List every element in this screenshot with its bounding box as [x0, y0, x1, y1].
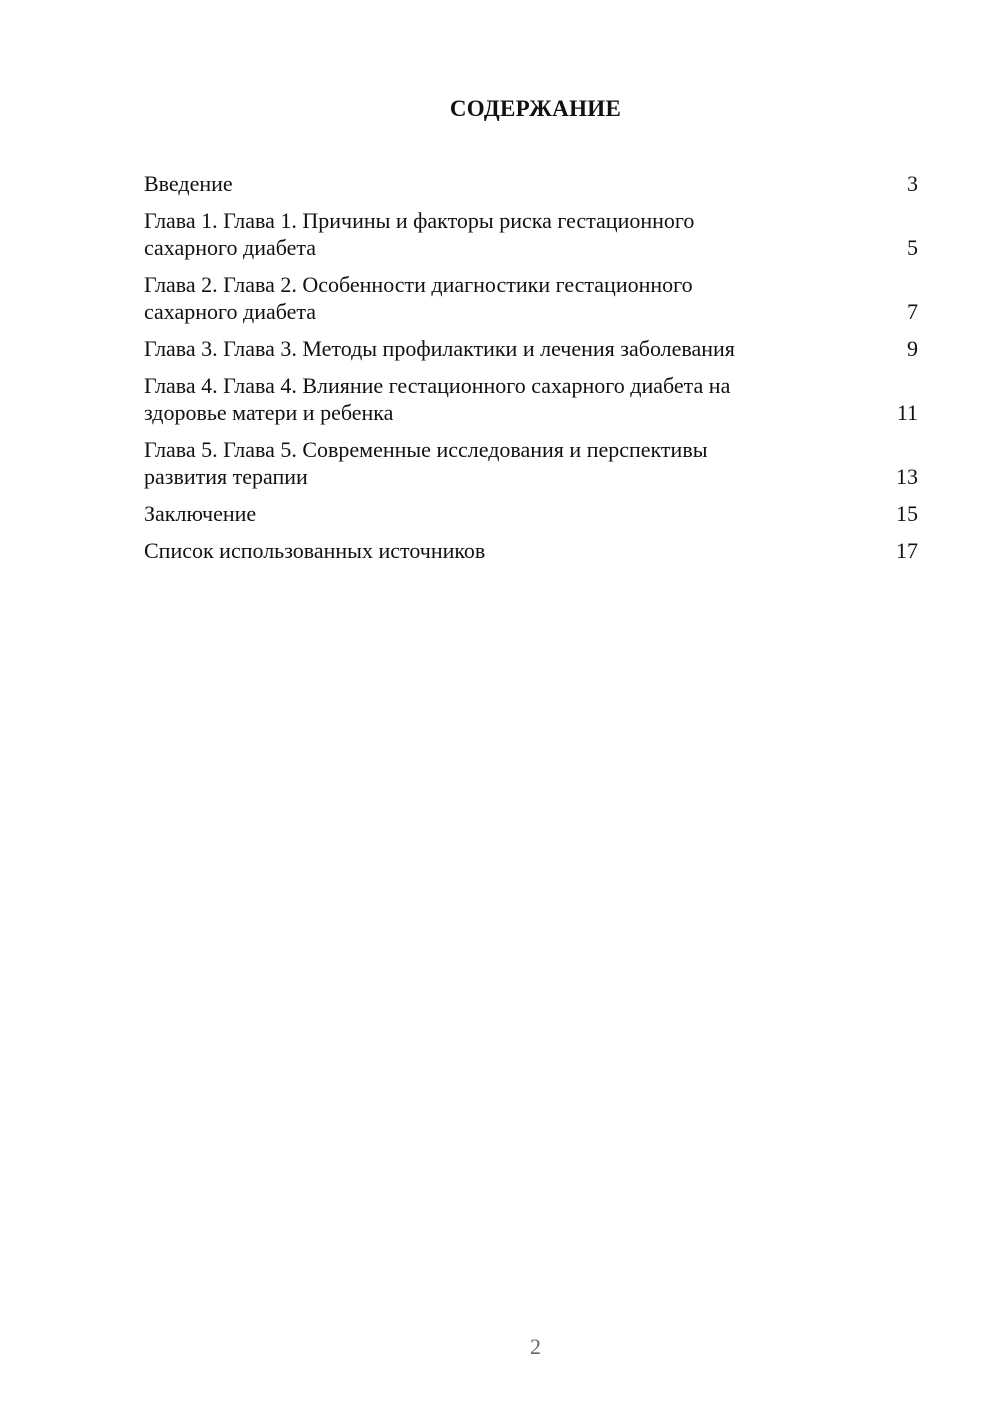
table-of-contents: [144, 170, 918, 574]
toc-entry-chapter-4[interactable]: [144, 372, 918, 426]
toc-entry-text: Глава 1. Глава 1. Причины и факторы риска гестационного сахарного диабета: [144, 208, 695, 260]
toc-entry-page: 3: [907, 171, 918, 196]
toc-entry-page: 17: [896, 538, 918, 563]
toc-entry-page: 13: [896, 464, 918, 489]
page-title: СОДЕРЖАНИЕ: [449, 96, 622, 121]
toc-entry-text: Глава 4. Глава 4. Влияние гестационного сахарного диабета на здоровье матери и ребенка: [144, 373, 731, 425]
toc-entry-page: 11: [896, 400, 918, 425]
toc-entry-conclusion[interactable]: [144, 500, 918, 527]
toc-entry-chapter-1[interactable]: [144, 207, 918, 261]
toc-entry-chapter-2[interactable]: [144, 271, 918, 325]
toc-entry-page: 5: [907, 235, 918, 260]
toc-entry-chapter-5[interactable]: [144, 436, 918, 490]
toc-entry-page: 9: [907, 336, 918, 361]
toc-entry-chapter-3[interactable]: [144, 335, 918, 362]
toc-entry-text: Глава 3. Глава 3. Методы профилактики и лечения заболевания: [144, 336, 735, 361]
toc-entry-references[interactable]: [144, 537, 918, 564]
toc-entry-text: Заключение: [144, 501, 257, 526]
toc-entry-text: Список использованных источников: [144, 538, 486, 563]
toc-entry-text: Глава 2. Глава 2. Особенности диагностики гестационного сахарного диабета: [144, 272, 693, 324]
page-number: 2: [530, 1334, 541, 1359]
toc-entry-introduction[interactable]: [144, 170, 918, 197]
toc-entry-text: Глава 5. Глава 5. Современные исследования и перспективы развития терапии: [144, 437, 708, 489]
toc-entry-page: 15: [896, 501, 918, 526]
toc-entry-text: Введение: [144, 171, 233, 196]
toc-entry-page: 7: [907, 299, 918, 324]
